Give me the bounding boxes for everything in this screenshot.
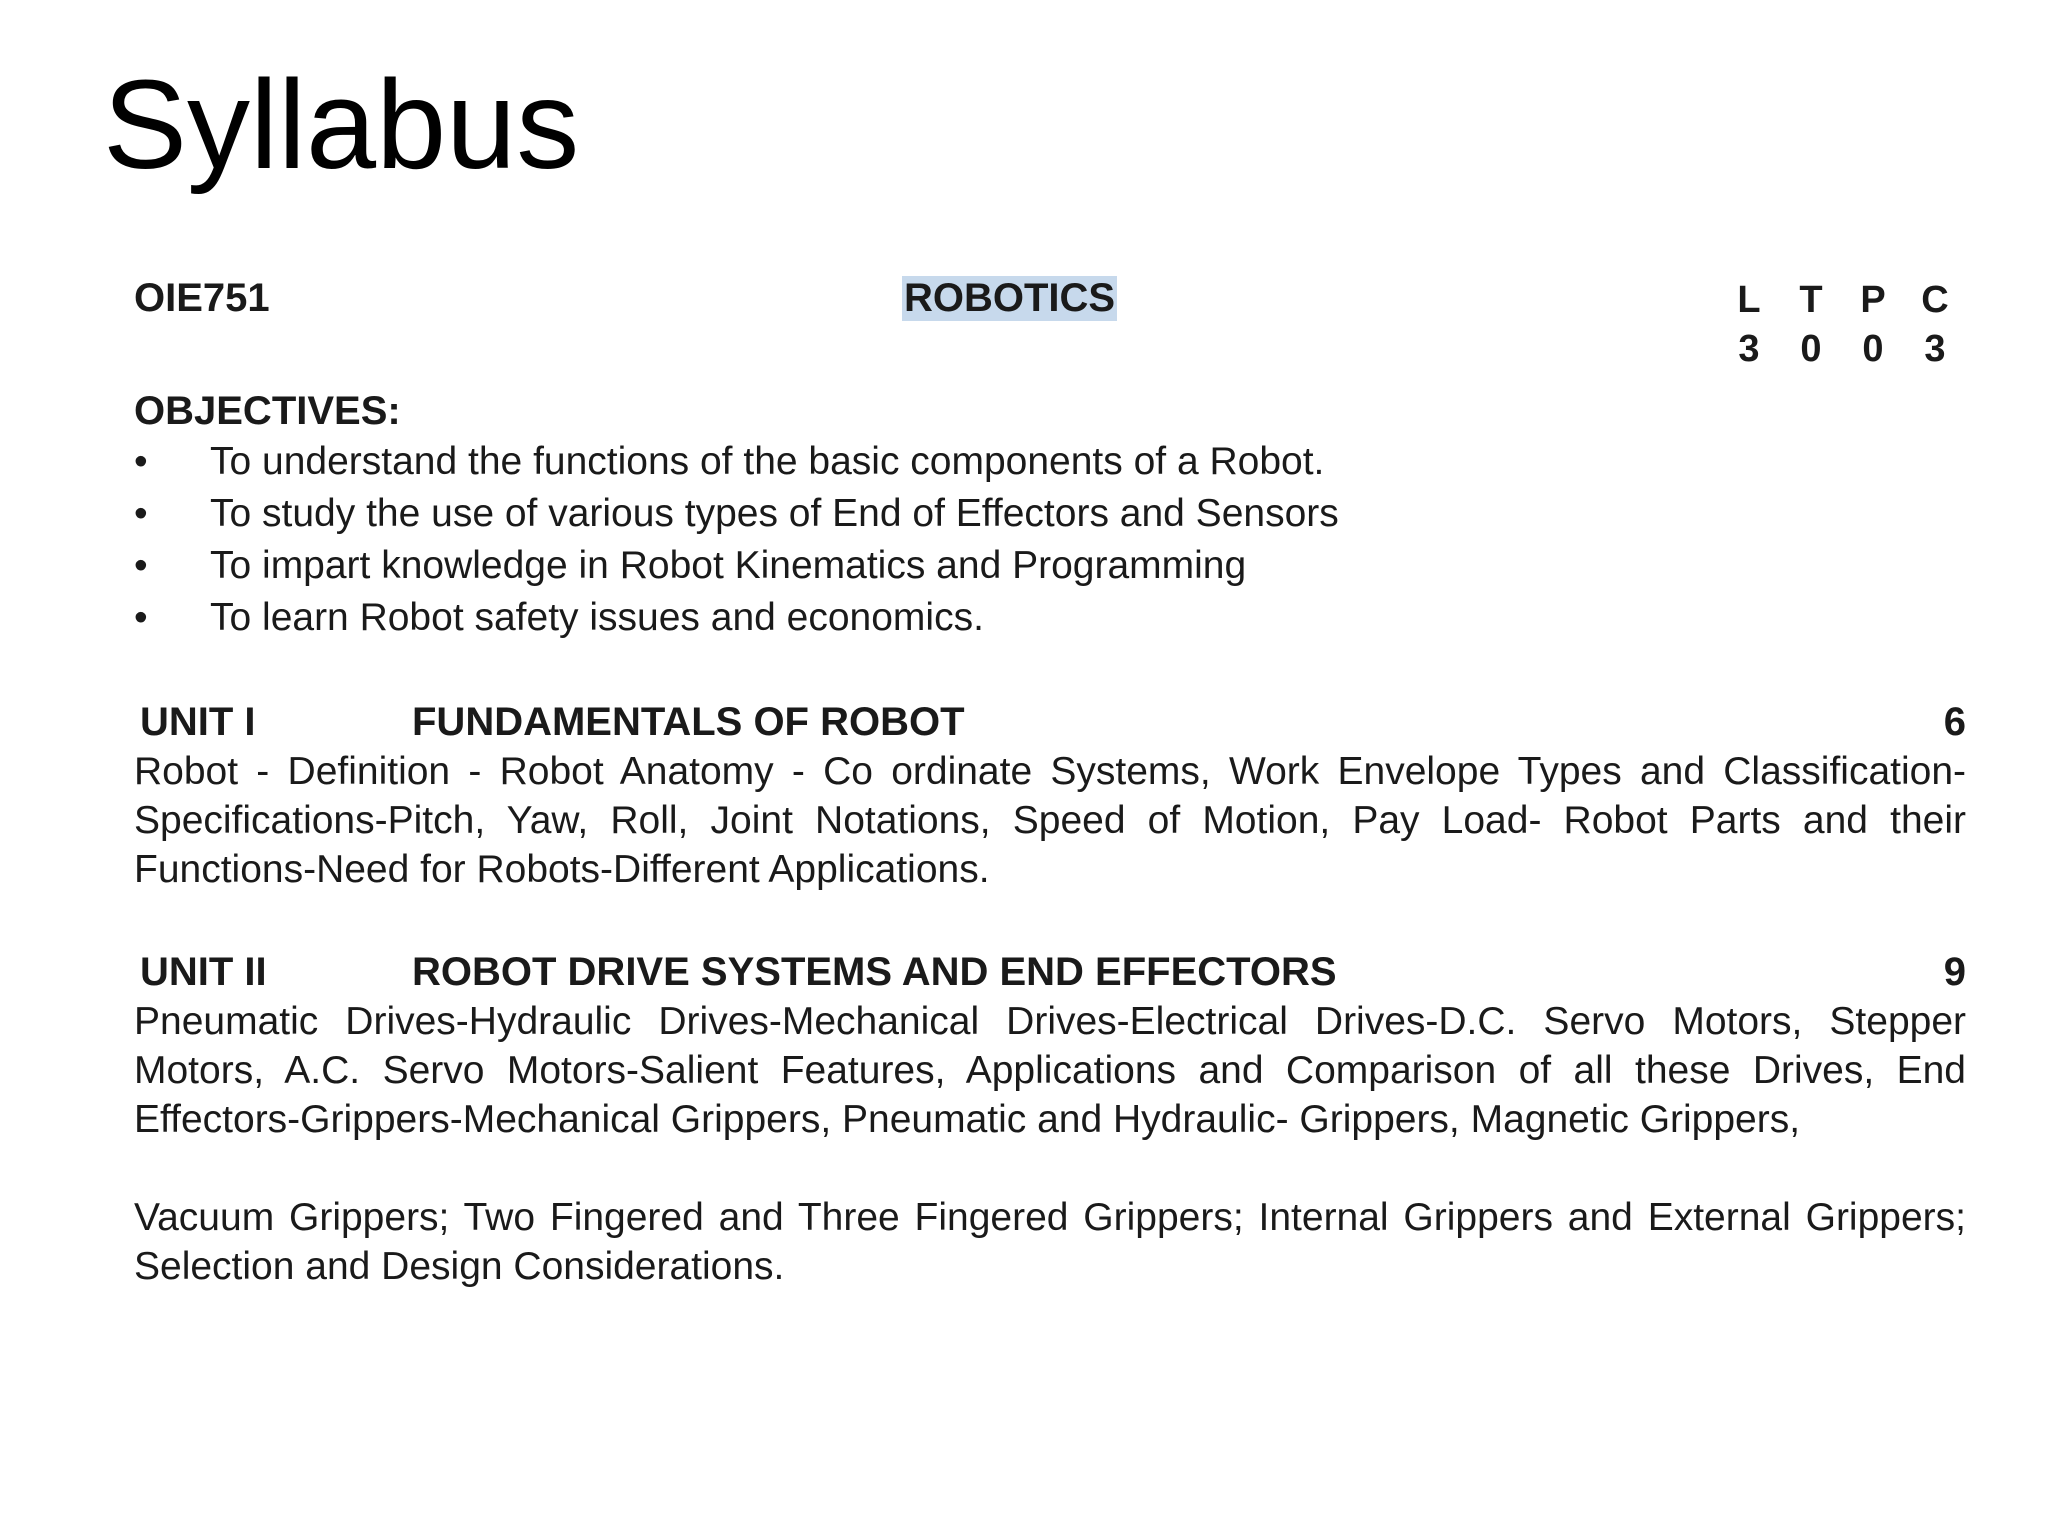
course-title: ROBOTICS bbox=[904, 276, 1116, 320]
syllabus-document bbox=[134, 268, 1966, 1291]
course-code: OIE751 bbox=[134, 276, 270, 320]
unit-section-2 bbox=[134, 947, 1966, 1291]
slide-title: Syllabus bbox=[103, 54, 580, 195]
ltpc-value-l: 3 bbox=[1738, 328, 1760, 370]
objective-text: To learn Robot safety issues and economics. bbox=[210, 596, 984, 639]
ltpc-value-c: 3 bbox=[1924, 328, 1946, 370]
objective-item bbox=[134, 488, 1966, 540]
bullet-icon: • bbox=[134, 544, 148, 587]
objectives-list bbox=[134, 436, 1966, 644]
bullet-icon: • bbox=[134, 492, 148, 535]
unit-section-1 bbox=[134, 697, 1966, 894]
objective-item bbox=[134, 540, 1966, 592]
ltpc-header-p: P bbox=[1860, 279, 1886, 321]
course-header bbox=[134, 268, 1966, 370]
unit-hours: 9 bbox=[1943, 950, 1966, 994]
ltpc-value-t: 0 bbox=[1800, 328, 1822, 370]
ltpc-value-p: 0 bbox=[1862, 328, 1884, 370]
unit-name: FUNDAMENTALS OF ROBOT bbox=[412, 700, 965, 744]
unit-description-continued: Vacuum Grippers; Two Fingered and Three Fingered Grippers; Internal Grippers and External Grippers; Selection and Design Considerations. bbox=[134, 1196, 1966, 1288]
objective-text: To impart knowledge in Robot Kinematics and Programming bbox=[210, 544, 1247, 587]
objectives-heading: OBJECTIVES: bbox=[134, 389, 401, 433]
unit-hours: 6 bbox=[1943, 700, 1966, 744]
ltpc-value-row bbox=[1718, 325, 1966, 374]
ltpc-header-c: C bbox=[1921, 279, 1949, 321]
unit-heading bbox=[134, 947, 1966, 997]
unit-name: ROBOT DRIVE SYSTEMS AND END EFFECTORS bbox=[412, 950, 1337, 994]
ltpc-table bbox=[1718, 276, 1966, 374]
ltpc-header-row bbox=[1718, 276, 1966, 325]
unit-description: Pneumatic Drives-Hydraulic Drives-Mechanical Drives-Electrical Drives-D.C. Servo Motors, Stepper Motors, A.C. Servo Motors-Salient Features, Applications and Comparison of all these Drives, End Effectors-Grippers-Mechanical Grippers, Pneumatic and Hydraulic- Grippers, Magnetic Grippers, bbox=[134, 1000, 1966, 1141]
objective-item bbox=[134, 592, 1966, 644]
unit-description: Robot - Definition - Robot Anatomy - Co ordinate Systems, Work Envelope Types and Classification- Specifications-Pitch, Yaw, Roll, Joint Notations, Speed of Motion, Pay Load- Robot Parts and their Functions-Need for Robots-Different Applications. bbox=[134, 750, 1966, 891]
ltpc-header-t: T bbox=[1799, 279, 1823, 321]
objective-text: To study the use of various types of End of Effectors and Sensors bbox=[210, 492, 1339, 535]
objective-item bbox=[134, 436, 1966, 488]
bullet-icon: • bbox=[134, 440, 148, 483]
unit-heading bbox=[134, 697, 1966, 747]
unit-number: UNIT II bbox=[140, 950, 267, 994]
objective-text: To understand the functions of the basic components of a Robot. bbox=[210, 440, 1325, 483]
unit-number: UNIT I bbox=[140, 700, 256, 744]
bullet-icon: • bbox=[134, 596, 148, 639]
ltpc-header-l: L bbox=[1737, 279, 1761, 321]
